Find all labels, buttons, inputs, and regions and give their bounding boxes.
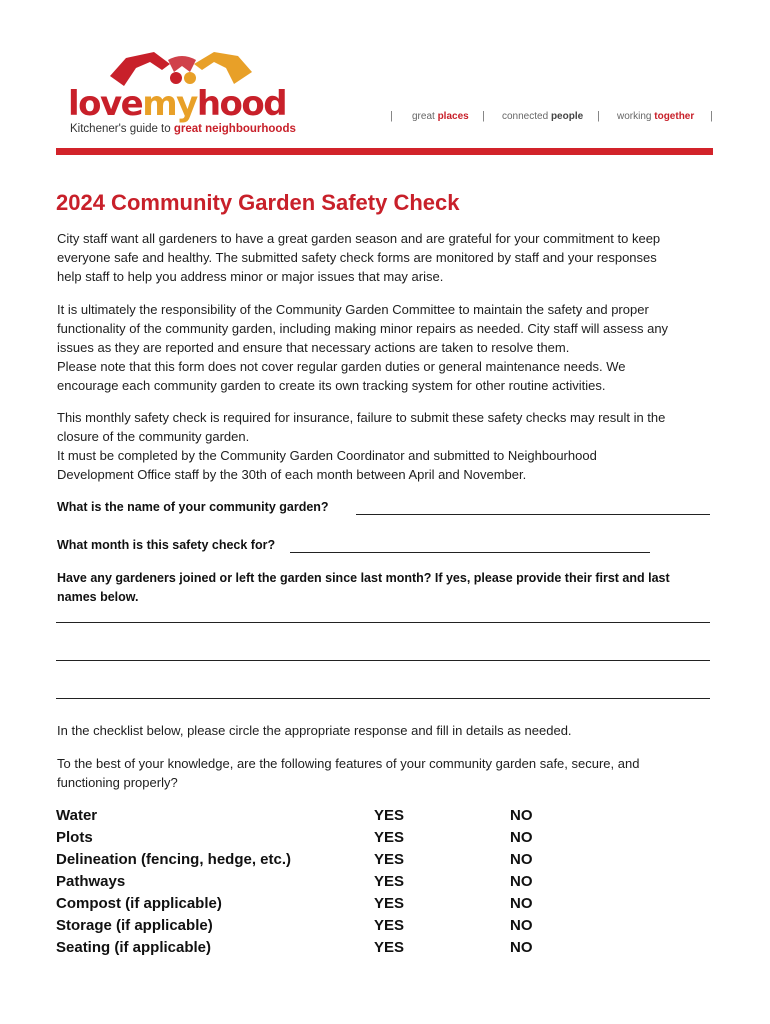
yes-option[interactable]: YES: [374, 829, 405, 846]
intro-paragraph-2: It is ultimately the responsibility of the Community Garden Committee to maintain the safety and proper functionality of the community garden, including making minor repairs as needed. City staff will assess any issues as they are reported and ensure that necessary actions are taken to resolve them. Please note that this form does not cover regular garden duties or general maintenance needs. We encourage each community garden to create its own tracking system for other routine activities.: [57, 302, 669, 393]
no-option[interactable]: NO: [510, 873, 533, 890]
divider: |: [710, 110, 713, 122]
nav-great-places: great places: [412, 111, 469, 122]
intro-paragraph-3: This monthly safety check is required for insurance, failure to submit these safety checks may result in the closure of the community garden. It must be completed by the Community Garden Coordinator and submitted to Neighbourhood Development Office staff by the 30th of each month between April and November.: [57, 410, 666, 482]
gardener-names-line-2[interactable]: [56, 660, 710, 661]
header-red-bar: [56, 148, 713, 155]
no-option[interactable]: NO: [510, 895, 533, 912]
yes-option[interactable]: YES: [374, 917, 405, 934]
nav-working-together: working together: [617, 111, 695, 122]
checklist-item-water: Water: [56, 807, 98, 824]
checklist-item-pathways: Pathways: [56, 873, 126, 890]
yes-option[interactable]: YES: [374, 895, 405, 912]
checklist-item-delineation: Delineation (fencing, hedge, etc.): [56, 851, 292, 868]
gardeners-question-line-2: names below.: [57, 590, 139, 604]
no-option[interactable]: NO: [510, 917, 533, 934]
no-option[interactable]: NO: [510, 829, 533, 846]
no-option[interactable]: NO: [510, 939, 533, 956]
gardener-names-line-3[interactable]: [56, 698, 710, 699]
nav-connected-people: connected people: [502, 111, 584, 122]
checklist-item-plots: Plots: [56, 829, 93, 846]
lovemyhood-logo: [66, 44, 296, 140]
gardeners-question-line-1: Have any gardeners joined or left the garden since last month? If yes, please provide their first and last: [57, 571, 670, 585]
divider: |: [482, 110, 485, 122]
yes-option[interactable]: YES: [374, 873, 405, 890]
no-option[interactable]: NO: [510, 807, 533, 824]
month-label: What month is this safety check for?: [57, 538, 276, 552]
garden-name-field[interactable]: [356, 514, 710, 515]
yes-option[interactable]: YES: [374, 939, 405, 956]
checklist-item-storage: Storage (if applicable): [56, 917, 213, 934]
gardener-names-line-1[interactable]: [56, 622, 710, 623]
page-title: 2024 Community Garden Safety Check: [56, 190, 460, 215]
checklist-item-compost: Compost (if applicable): [56, 895, 222, 912]
logo-wordmark: lovemyhood: [68, 84, 287, 124]
knowledge-question: To the best of your knowledge, are the following features of your community garden safe, secure, and functioning properly?: [57, 756, 640, 790]
garden-name-label: What is the name of your community garden?: [57, 500, 329, 514]
divider: |: [390, 110, 393, 122]
logo-tagline: Kitchener's guide to great neighbourhoods: [70, 123, 296, 135]
month-field[interactable]: [290, 552, 650, 553]
no-option[interactable]: NO: [510, 851, 533, 868]
checklist-item-seating: Seating (if applicable): [56, 939, 212, 956]
checklist-intro: In the checklist below, please circle the appropriate response and fill in details as needed.: [57, 723, 572, 738]
yes-option[interactable]: YES: [374, 851, 405, 868]
divider: |: [597, 110, 600, 122]
intro-paragraph-1: City staff want all gardeners to have a great garden season and are grateful for your commitment to keep everyone safe and healthy. The submitted safety check forms are monitored by staff and your responses help staff to help you address minor or major issues that may arise.: [57, 231, 661, 284]
yes-option[interactable]: YES: [374, 807, 405, 824]
